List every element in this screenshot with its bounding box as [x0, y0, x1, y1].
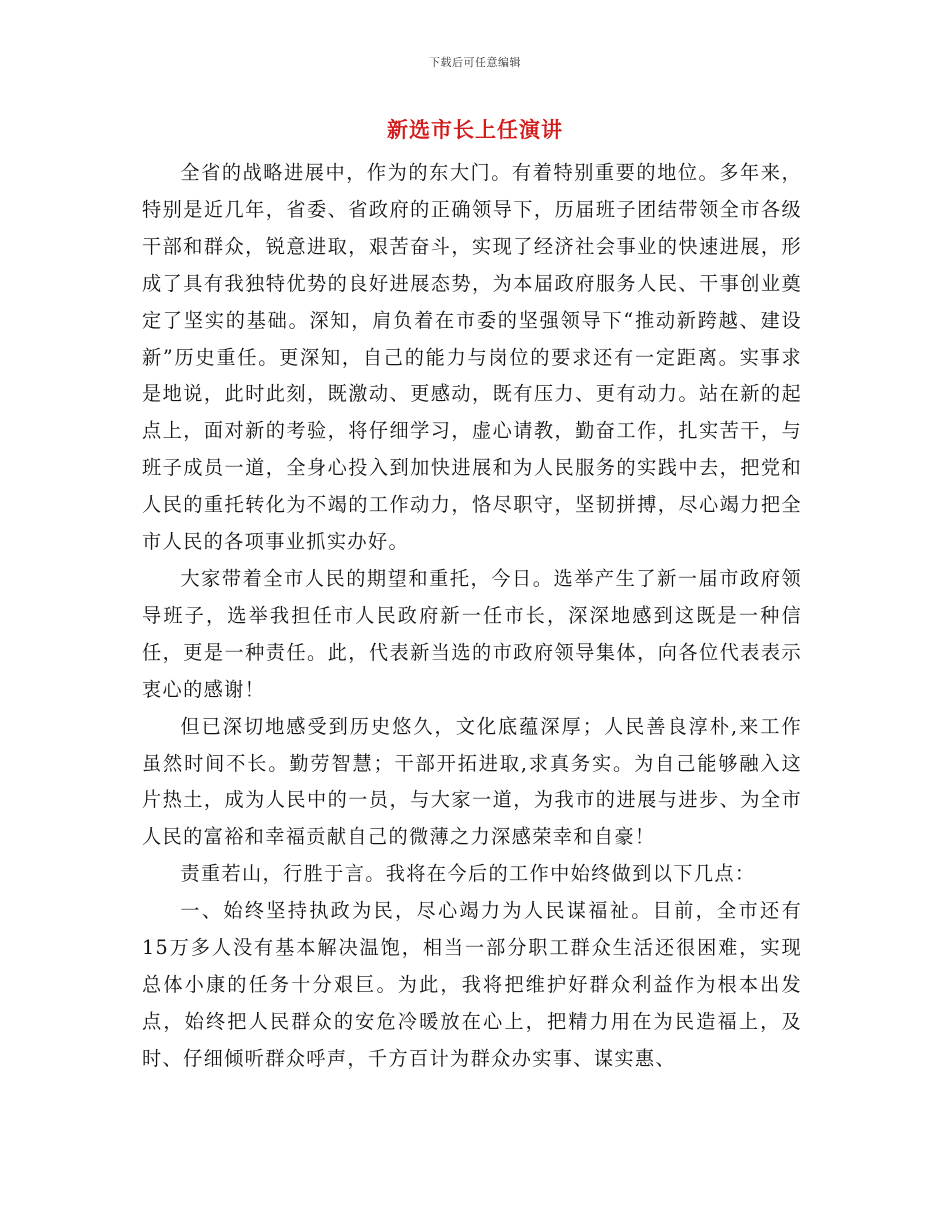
- document-body: [142, 155, 802, 1078]
- document-title: 新选市长上任演讲: [387, 117, 563, 142]
- paragraph: 大家带着全市人民的期望和重托，今日。选举产生了新一届市政府领导班子，选举我担任市人民政府新一任市长，深深地感到这既是一种信任，更是一种责任。此，代表新当选的市政府领导集体，向各位代表表示衷心的感谢！: [142, 566, 802, 701]
- header-note: 下载后可任意编辑: [429, 56, 521, 69]
- paragraph: 但已深切地感受到历史悠久，文化底蕴深厚；人民善良淳朴,来工作虽然时间不长。勤劳智慧；干部开拓进取,求真务实。为自己能够融入这片热土，成为人民中的一员，与大家一道，为我市的进展与进步、为全市人民的富裕和幸福贡献自己的微薄之力深感荣幸和自豪！: [142, 714, 802, 849]
- paragraph: 全省的战略进展中，作为的东大门。有着特别重要的地位。多年来，特别是近几年，省委、省政府的正确领导下，历届班子团结带领全市各级干部和群众，锐意进取，艰苦奋斗，实现了经济社会事业的快速进展，形成了具有我独特优势的良好进展态势，为本届政府服务人民、干事创业奠定了坚实的基础。深知，肩负着在市委的坚强领导下“推动新跨越、建设新”历史重任。更深知，自己的能力与岗位的要求还有一定距离。实事求是地说，此时此刻，既激动、更感动，既有压力、更有动力。站在新的起点上，面对新的考验，将仔细学习，虚心请教，勤奋工作，扎实苦干，与班子成员一道，全身心投入到加快进展和为人民服务的实践中去，把党和人民的重托转化为不竭的工作动力，恪尽职守，坚韧拼搏，尽心竭力把全市人民的各项事业抓实办好。: [142, 161, 802, 554]
- paragraph: 责重若山，行胜于言。我将在今后的工作中始终做到以下几点：: [180, 862, 756, 886]
- paragraph: 一、始终坚持执政为民，尽心竭力为人民谋福祉。目前，全市还有15万多人没有基本解决温饱，相当一部分职工群众生活还很困难，实现总体小康的任务十分艰巨。为此，我将把维护好群众利益作为根本出发点，始终把人民群众的安危冷暖放在心上，把精力用在为民造福上，及时、仔细倾听群众呼声，千方百计为群众办实事、谋实惠、: [142, 899, 802, 1070]
